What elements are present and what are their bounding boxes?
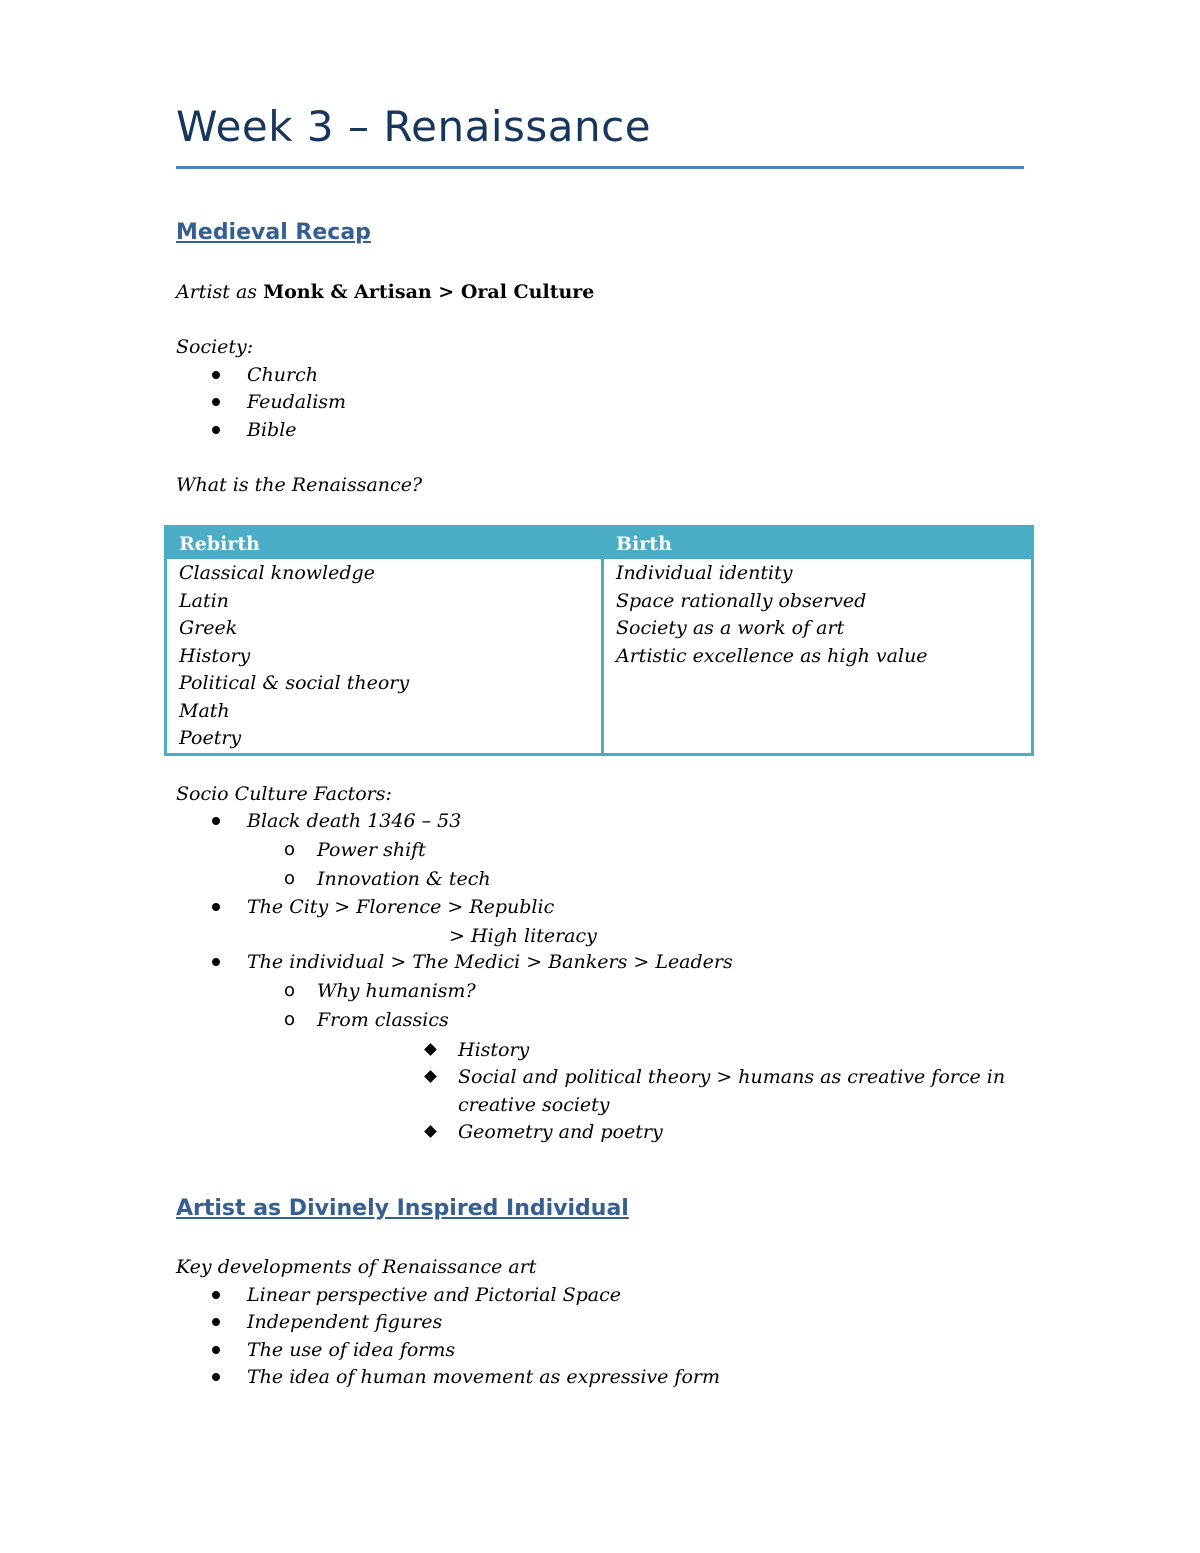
bullet-icon (212, 1291, 220, 1299)
development-item: Linear perspective and Pictorial Space (247, 1284, 621, 1306)
page-title: Week 3 – Renaissance (176, 102, 652, 151)
bullet-icon (212, 426, 220, 434)
diamond-bullet-icon (424, 1125, 437, 1138)
factor-subitem: From classics (317, 1009, 449, 1031)
factor-subitem: Why humanism? (317, 980, 476, 1002)
table-cell-line: Political & social theory (179, 672, 410, 694)
header-rebirth: Rebirth (166, 527, 603, 560)
hollow-bullet-icon: o (284, 980, 296, 1001)
bullet-icon (212, 371, 220, 379)
factor-continuation: > High literacy (449, 925, 597, 947)
table-cell-line: Latin (179, 589, 229, 612)
factor-subitem: Innovation & tech (317, 868, 491, 890)
factor-item: Black death 1346 – 53 (247, 810, 462, 832)
rebirth-birth-table (164, 525, 1034, 756)
factor-subsubitem-continuation: creative society (458, 1094, 610, 1116)
factor-subitem: Power shift (317, 839, 426, 861)
rebirth-cell (166, 559, 603, 754)
table-cell-line: Space rationally observed (616, 589, 867, 612)
society-item: Bible (247, 419, 297, 441)
hollow-bullet-icon: o (284, 868, 296, 889)
table-cell-line: Classical knowledge (179, 562, 375, 584)
society-label: Society: (176, 336, 254, 358)
artist-line-prefix: Artist as (176, 281, 264, 303)
bullet-icon (212, 958, 220, 966)
table-row (166, 559, 1033, 754)
factor-subsubitem: Geometry and poetry (458, 1121, 663, 1143)
table-cell-line: Artistic excellence as high value (616, 644, 928, 667)
development-item: The use of idea forms (247, 1339, 456, 1361)
bullet-icon (212, 817, 220, 825)
bullet-icon (212, 398, 220, 406)
development-item: Independent figures (247, 1311, 443, 1333)
bullet-icon (212, 1346, 220, 1354)
factor-subsubitem: Social and political theory > humans as creative force in (458, 1066, 1006, 1088)
factor-item: The individual > The Medici > Bankers > Leaders (247, 951, 733, 973)
title-underline (176, 166, 1024, 169)
bullet-icon (212, 903, 220, 911)
hollow-bullet-icon: o (284, 1009, 296, 1030)
table-cell-line: Math (179, 699, 230, 722)
header-birth: Birth (603, 527, 1033, 560)
heading-medieval-recap: Medieval Recap (176, 220, 371, 245)
table-cell-line: History (179, 644, 251, 667)
renaissance-question: What is the Renaissance? (176, 474, 423, 496)
hollow-bullet-icon: o (284, 839, 296, 860)
society-item: Church (247, 364, 318, 386)
table-cell-line: Individual identity (616, 562, 793, 584)
artist-line (176, 280, 594, 304)
bullet-icon (212, 1373, 220, 1381)
artist-line-bold: Monk & Artisan > Oral Culture (263, 281, 595, 303)
diamond-bullet-icon (424, 1043, 437, 1056)
table-cell-line: Greek (179, 617, 238, 639)
factor-subsubitem: History (458, 1039, 530, 1061)
development-item: The idea of human movement as expressive form (247, 1366, 720, 1388)
birth-cell (603, 559, 1033, 754)
factor-item: The City > Florence > Republic (247, 896, 555, 918)
diamond-bullet-icon (424, 1070, 437, 1083)
heading-artist-divinely-inspired: Artist as Divinely Inspired Individual (176, 1196, 629, 1221)
key-developments-intro: Key developments of Renaissance art (176, 1256, 537, 1278)
table-header-row (166, 527, 1033, 560)
table-cell-line: Poetry (179, 727, 242, 749)
factors-label: Socio Culture Factors: (176, 783, 392, 805)
table-cell-line: Society as a work of art (616, 617, 845, 639)
bullet-icon (212, 1318, 220, 1326)
society-item: Feudalism (247, 391, 347, 413)
